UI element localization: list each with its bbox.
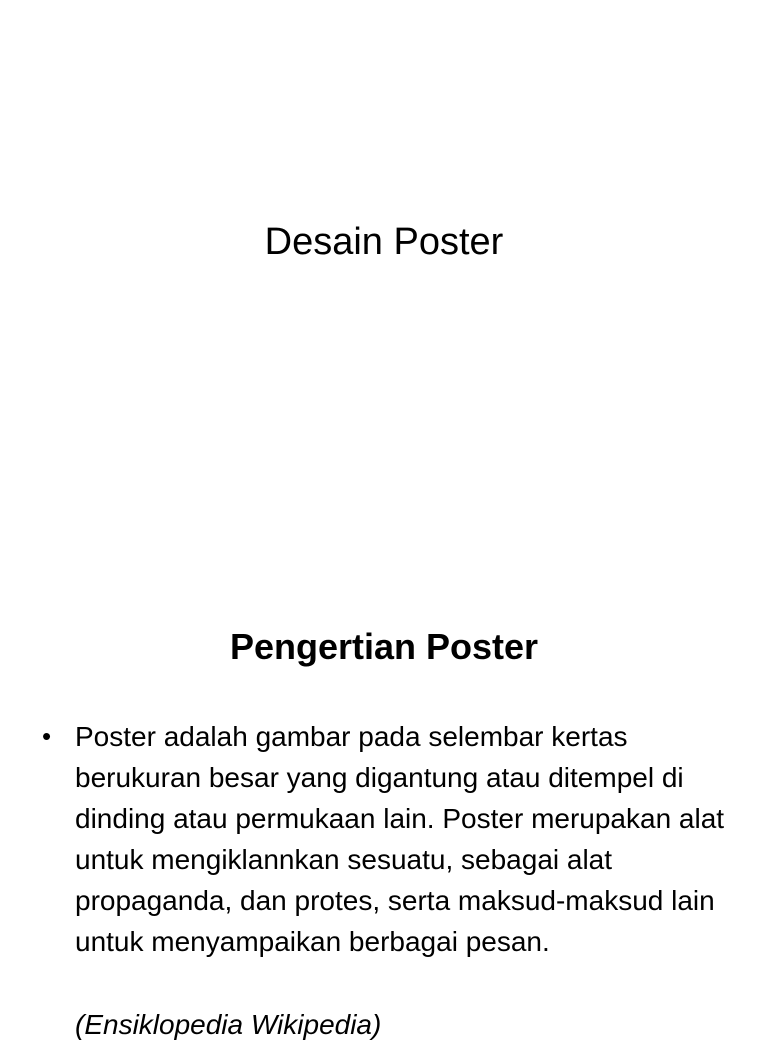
slide-2-title: Pengertian Poster xyxy=(229,626,539,667)
bullet-list xyxy=(40,716,730,962)
slide-1-title: Desain Poster xyxy=(264,221,504,263)
bullet-dot-icon: • xyxy=(42,721,52,751)
bullet-item xyxy=(40,716,730,962)
citation: (Ensiklopedia Wikipedia) xyxy=(75,1009,382,1040)
slide-2 xyxy=(0,576,768,1040)
bullet-text: Poster adalah gambar pada selembar kertas berukuran besar yang digantung atau ditempel di dinding atau permukaan lain. Poster merupakan alat untuk mengiklannkan sesuatu, sebagai alat propaganda, dan protes, serta maksud-maksud lain untuk menyampaikan berbagai pesan. xyxy=(75,721,725,957)
